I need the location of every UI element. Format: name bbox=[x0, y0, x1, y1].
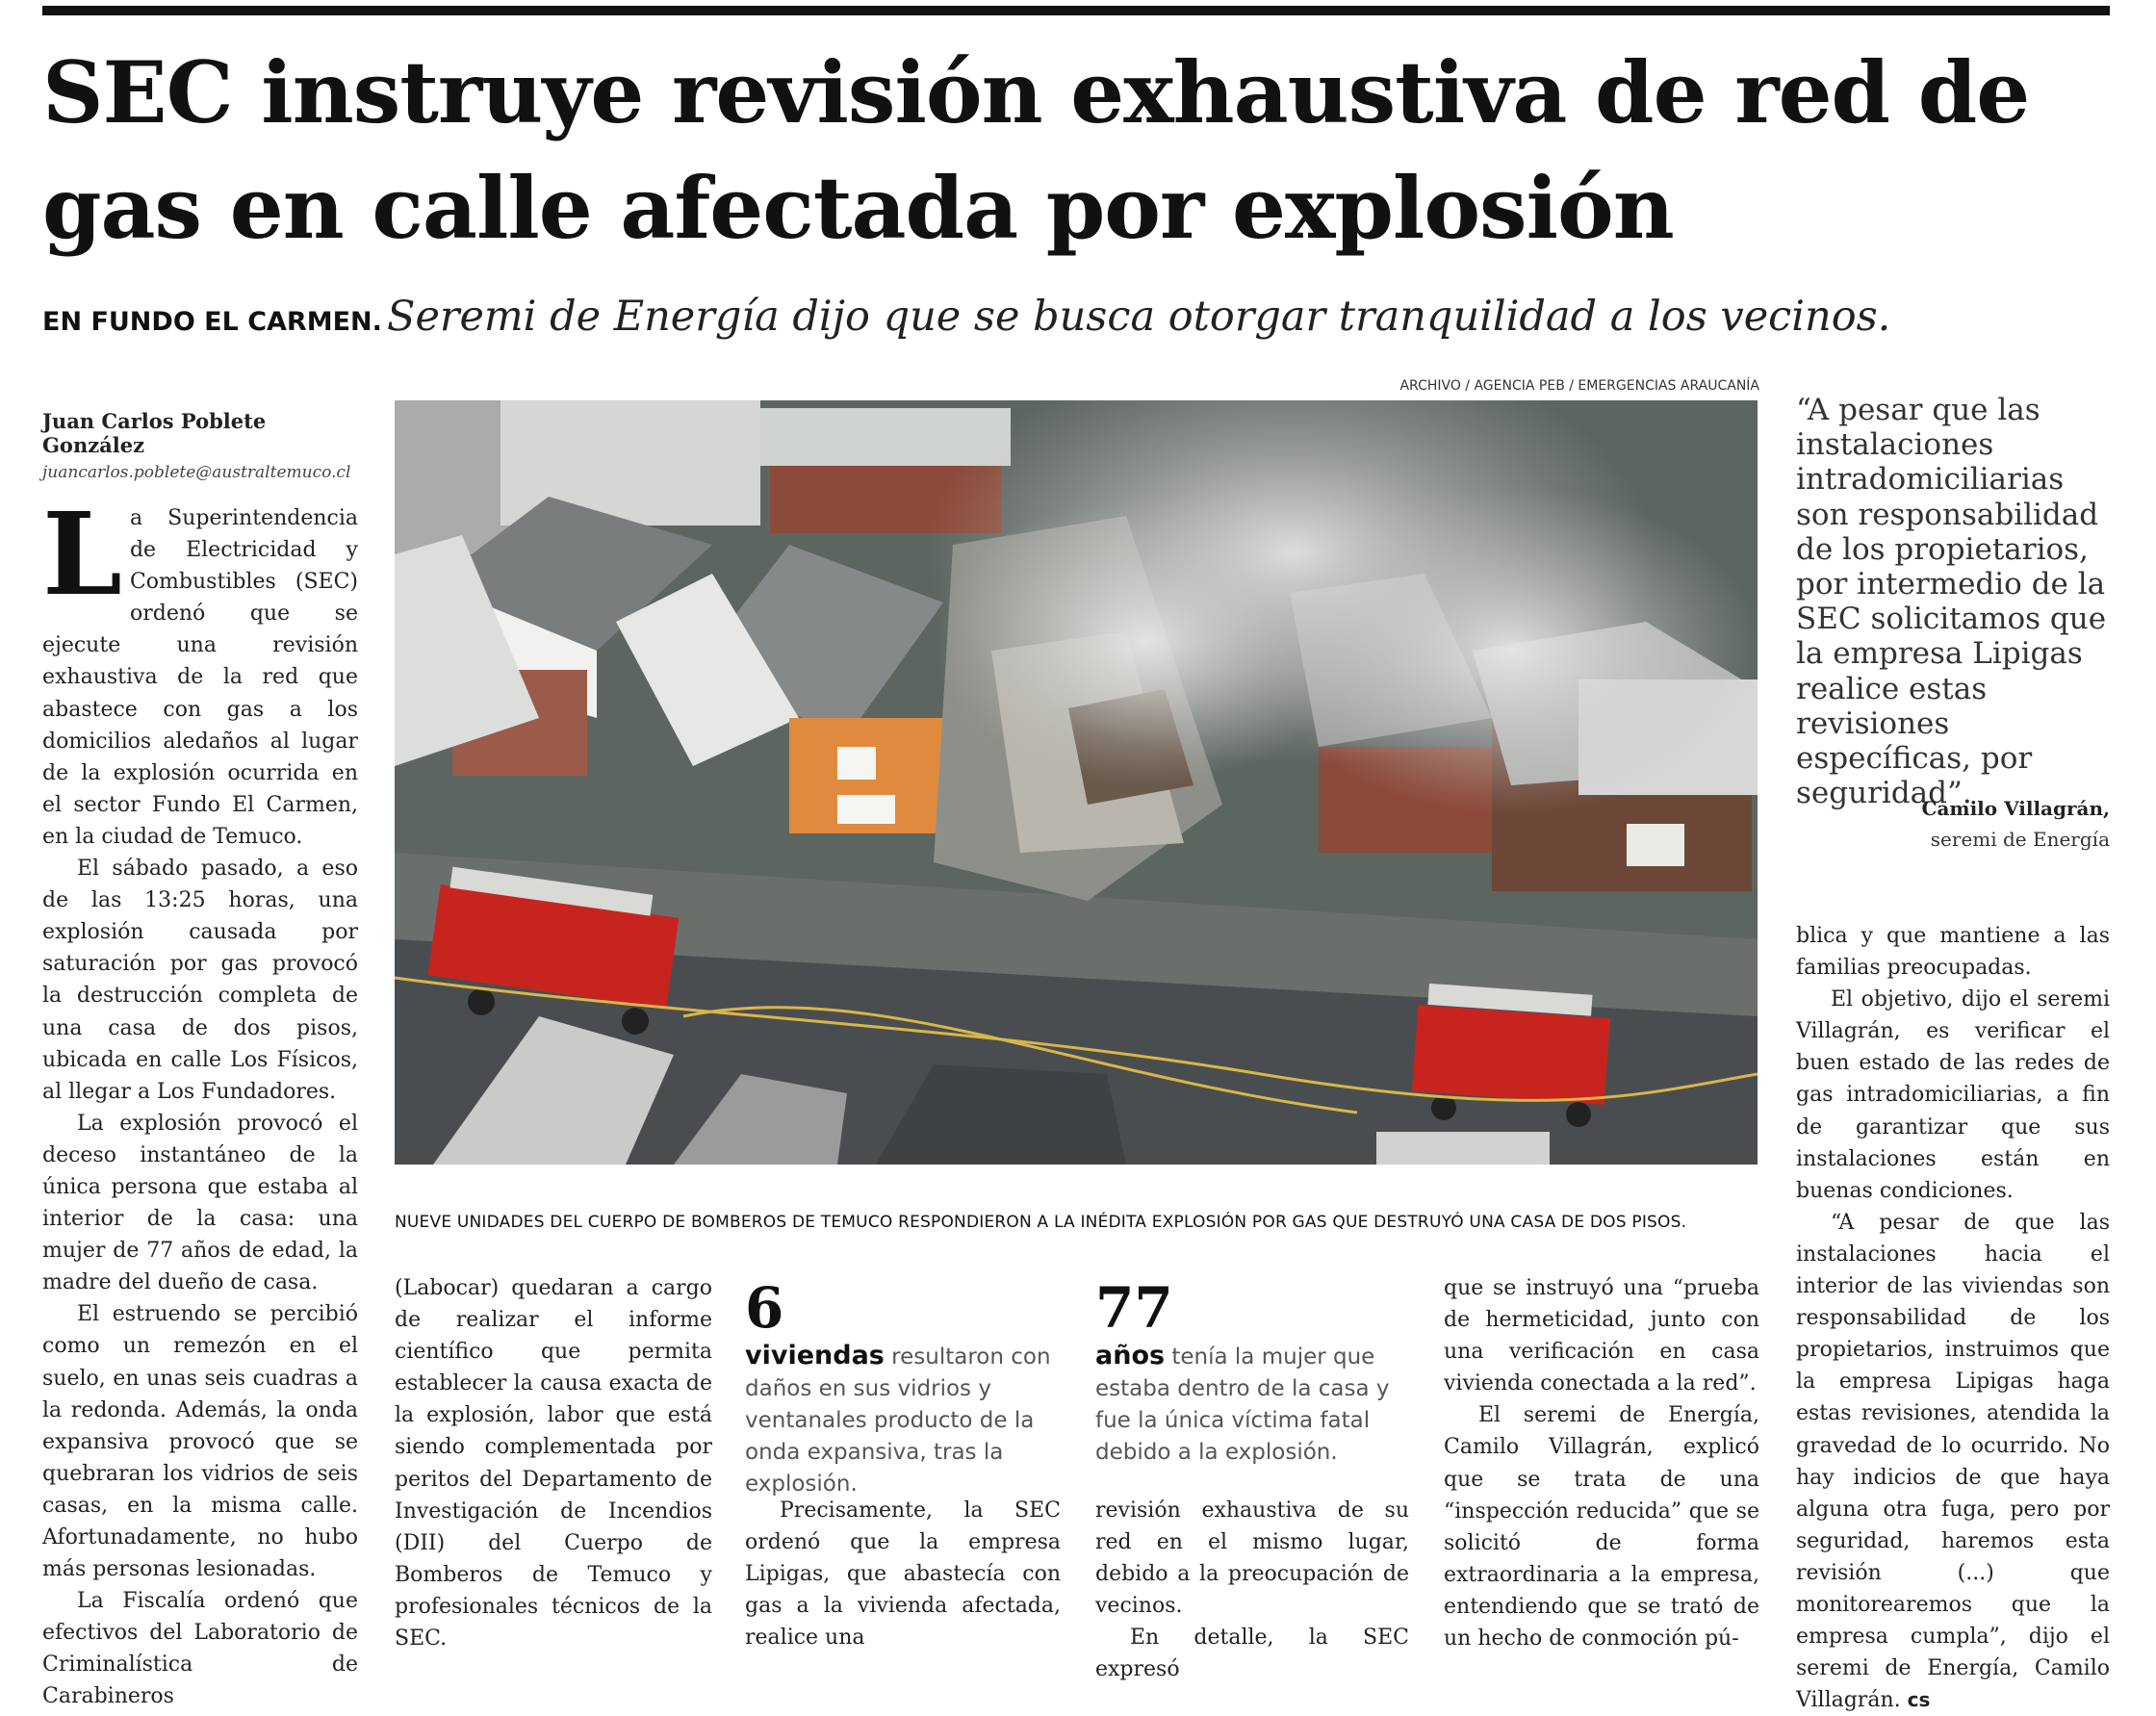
column-4 bbox=[1095, 1495, 1409, 1686]
stat-text: viviendas resultaron con daños en sus vidrios y ventanales producto de la onda expansiva, tras la explosión. bbox=[745, 1341, 1051, 1497]
stat-text: años tenía la mujer que estaba dentro de la casa y fue la única víctima fatal debido a la explosión. bbox=[1095, 1341, 1390, 1465]
paragraph: blica y que mantiene a las familias preocupadas. bbox=[1796, 924, 2110, 981]
paragraph: “A pesar de que las instalaciones hacia el interior de las viviendas son responsabilidad de los propietarios, instruimos que la empresa Lipigas haga estas revisiones, atendida la gravedad de lo ocurrido. No hay indicios de que haya alguna otra fuga, pero por seguridad, haremos esta revisión (...) que monitorearemos que la empresa cumpla”, dijo el seremi de Energía, Camilo Villagrán. cs bbox=[1796, 1210, 2110, 1713]
paragraph: La Superintendencia de Electricidad y Combustibles (SEC) ordenó que se ejecute una revisión exhaustiva de la red que abastece con gas a los domicilios aledaños al lugar de la explosión ocurrida en el sector Fundo El Carmen, en la ciudad de Temuco. bbox=[42, 487, 358, 849]
author-name: Juan Carlos Poblete González bbox=[42, 409, 267, 457]
paragraph: El seremi de Energía, Camilo Villagrán, explicó que se trata de una “inspección reducida” que se solicitó de forma extraordinaria a la empresa, entendiendo que se trató de un hecho de conmoción pú- bbox=[1444, 1403, 1759, 1652]
stat-box-6 bbox=[745, 1275, 1057, 1500]
paragraph: (Labocar) quedaran a cargo de realizar el informe científico que permita establecer la causa exacta de la explosión, labor que está siendo complementada por peritos del Departamento de Investigación de Incendios (DII) del Cuerpo de Bomberos de Temuco y profesionales técnicos de la SEC. bbox=[395, 1276, 712, 1652]
stat-number: 6 bbox=[745, 1275, 784, 1341]
deck bbox=[42, 293, 2121, 341]
paragraph: Precisamente, la SEC ordenó que la empresa Lipigas, que abastecía con gas a la vivienda afectada, realice una bbox=[745, 1498, 1061, 1651]
headline: SEC instruye revisión exhaustiva de red de gas en calle afectada por explosión bbox=[42, 42, 2030, 258]
column-2 bbox=[395, 1272, 712, 1654]
quote-role: seremi de Energía bbox=[1930, 828, 2110, 851]
paragraph: revisión exhaustiva de su red en el mismo lugar, debido a la preocupación de vecinos. bbox=[1095, 1498, 1409, 1619]
author-email: juancarlos.poblete@australtemuco.cl bbox=[42, 463, 351, 482]
aerial-explosion-photo bbox=[395, 400, 1758, 1165]
quote-author: Camilo Villagrán, bbox=[1921, 797, 2110, 820]
paragraph: El estruendo se percibió como un remezón en el suelo, en unas seis cuadras a la redonda. Además, la onda expansiva provocó que se quebraran los vidrios de seis casas, en la misma calle. Afortunadamente, no hubo más personas lesionadas. bbox=[42, 1302, 358, 1582]
end-mark: cs bbox=[1907, 1688, 1931, 1712]
drop-cap: L bbox=[42, 487, 122, 621]
deck-text: Seremi de Energía dijo que se busca otorgar tranquilidad a los vecinos. bbox=[386, 293, 1891, 341]
photo-caption: NUEVE UNIDADES DEL CUERPO DE BOMBEROS DE TEMUCO RESPONDIERON A LA INÉDITA EXPLOSIÓN POR GAS QUE DESTRUYÓ UNA CASA DE DOS PISOS. bbox=[395, 1213, 1687, 1232]
pull-quote: “A pesar que las instalaciones intradomiciliarias son responsabilidad de los propietarios, por intermedio de la SEC solicitamos que la empresa Lipigas realice estas revisiones específicas, por seguridad”. bbox=[1796, 393, 2107, 811]
column-5 bbox=[1444, 1272, 1759, 1654]
photo-credit: ARCHIVO / AGENCIA PEB / EMERGENCIAS ARAUCANÍA bbox=[1399, 378, 1759, 394]
column-1 bbox=[42, 487, 358, 1713]
column-3 bbox=[745, 1495, 1061, 1653]
kicker: EN FUNDO EL CARMEN. bbox=[42, 307, 382, 337]
stat-number: 77 bbox=[1095, 1275, 1173, 1341]
stat-box-77 bbox=[1095, 1275, 1407, 1469]
paragraph: que se instruyó una “prueba de hermeticidad, junto con una verificación en casa vivienda conectada a la red”. bbox=[1444, 1276, 1759, 1396]
paragraph: La Fiscalía ordenó que efectivos del Laboratorio de Criminalística de Carabineros bbox=[42, 1589, 358, 1709]
paragraph: En detalle, la SEC expresó bbox=[1095, 1626, 1409, 1682]
top-rule bbox=[42, 6, 2110, 15]
byline bbox=[42, 409, 360, 482]
news-photo bbox=[395, 400, 1758, 1165]
paragraph: La explosión provocó el deceso instantáneo de la única persona que estaba al interior de la casa: una mujer de 77 años de edad, la madre del dueño de casa. bbox=[42, 1111, 358, 1295]
paragraph: El sábado pasado, a eso de las 13:25 horas, una explosión causada por saturación por gas provocó la destrucción completa de una casa de dos pisos, ubicada en calle Los Físicos, al llegar a Los Fundadores. bbox=[42, 857, 358, 1104]
column-6 bbox=[1796, 920, 2110, 1716]
paragraph: El objetivo, dijo el seremi Villagrán, es verificar el buen estado de las redes de gas intradomiciliarias, a fin de garantizar que sus instalaciones están en buenas condiciones. bbox=[1796, 987, 2110, 1203]
